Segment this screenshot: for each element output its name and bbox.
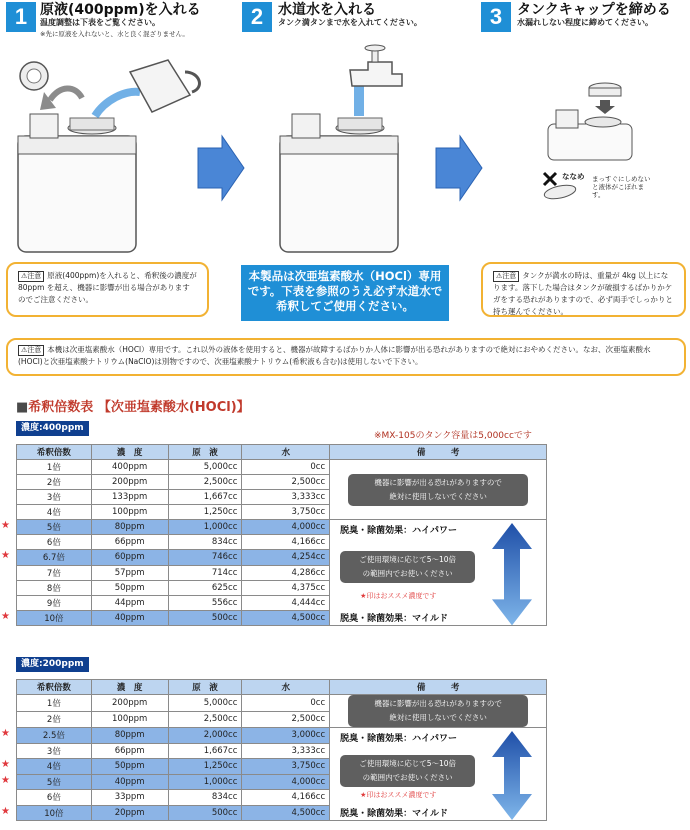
warning-tag: ⚠注意: [493, 271, 519, 282]
cell-multiplier: 2.5倍: [17, 728, 92, 744]
cell-multiplier: 4倍: [17, 759, 92, 775]
cell-stock-amount: 834cc: [168, 535, 242, 550]
cell-concentration: 200ppm: [91, 475, 168, 490]
section-title-bracket: 【次亜塩素酸水(HOCl)】: [97, 400, 250, 415]
effect-mild-label: 脱臭・除菌効果：マイルド: [340, 613, 448, 624]
cell-multiplier: 7倍: [17, 565, 92, 580]
table-row: [17, 460, 547, 475]
table-header-row: [17, 445, 547, 460]
table2-concentration-label: 濃度:200ppm: [16, 657, 89, 672]
section-square: ■: [16, 400, 29, 415]
cell-multiplier: 6.7倍: [17, 550, 92, 565]
warning-text-wide: 本機は次亜塩素酸水（HOCl）専用です。これ以外の液体を使用すると、機器が故障するばかりか人体に影響が出る恐れがありますので絶対におやめください。なお、次亜塩素酸水(HOCl)と次亜塩素酸ナトリウム(NaClO)は別物ですので、次亜塩素酸ナトリウム(希釈液も含む)は使用しないで下さい。: [18, 345, 651, 366]
col-header: 備 考: [330, 445, 547, 460]
step1-title: 原液(400ppm)を入れる: [40, 2, 201, 18]
dilution-table-200ppm: [16, 679, 547, 821]
warning-tag: ⚠注意: [18, 271, 44, 282]
cell-multiplier: 2倍: [17, 711, 92, 728]
table1-concentration-label: 濃度:400ppm: [16, 421, 89, 436]
cell-stock-amount: 1,667cc: [168, 743, 242, 759]
cell-multiplier: 2倍: [17, 475, 92, 490]
cell-water-amount: 4,000cc: [242, 520, 330, 535]
cell-stock-amount: 834cc: [168, 790, 242, 806]
warning-text-left: 原液(400ppm)を入れると、希釈後の濃度が 80ppm を超え、機器に影響が出る場合がありますのでご注意ください。: [18, 271, 197, 304]
step1-number: 1: [6, 2, 36, 32]
cell-water-amount: 4,375cc: [242, 580, 330, 595]
table-header-row: [17, 680, 547, 695]
cell-water-amount: 3,750cc: [242, 759, 330, 775]
col-header: 希釈倍数: [17, 445, 92, 460]
cell-stock-amount: 2,500cc: [168, 711, 242, 728]
cell-concentration: 20ppm: [91, 805, 168, 821]
cell-stock-amount: 5,000cc: [168, 460, 242, 475]
tank-with-container-icon: [18, 60, 199, 252]
recommended-star-icon: ★: [1, 550, 10, 562]
cell-stock-amount: 1,667cc: [168, 490, 242, 505]
recommended-star-icon: ★: [1, 611, 10, 623]
cell-water-amount: 0cc: [242, 695, 330, 712]
cell-stock-amount: 625cc: [168, 580, 242, 595]
cell-water-amount: 4,444cc: [242, 595, 330, 610]
col-header: 水: [242, 445, 330, 460]
cell-multiplier: 10倍: [17, 611, 92, 626]
remarks-warning-cell: [330, 695, 547, 728]
cell-water-amount: 4,286cc: [242, 565, 330, 580]
warning-box-right: [481, 262, 686, 317]
step3-number: 3: [481, 2, 511, 32]
tilted-cap-note: まっすぐにしめないと液体がこぼれます。: [592, 175, 651, 199]
cell-concentration: 40ppm: [91, 611, 168, 626]
cell-water-amount: 4,500cc: [242, 805, 330, 821]
hocl-only-notice: 本製品は次亜塩素酸水（HOCl）専用です。下表を参照のうえ必ず水道水で希釈してご使用ください。: [241, 265, 449, 321]
warning-box-wide: [6, 338, 686, 376]
section-title-main: 希釈倍数表: [28, 400, 94, 415]
cell-stock-amount: 1,000cc: [168, 774, 242, 790]
cell-stock-amount: 1,000cc: [168, 520, 242, 535]
cell-water-amount: 4,254cc: [242, 550, 330, 565]
cell-water-amount: 4,166cc: [242, 790, 330, 806]
do-not-use-warning: 機器に影響が出る恐れがありますので 絶対に使用しないでください: [348, 474, 528, 506]
effect-high-label: 脱臭・除菌効果：ハイパワー: [340, 525, 457, 536]
double-arrow-icon: [492, 523, 532, 625]
cell-multiplier: 5倍: [17, 774, 92, 790]
cell-multiplier: 5倍: [17, 520, 92, 535]
cell-multiplier: 1倍: [17, 695, 92, 712]
recommended-star-note: ★印はおススメ濃度です: [360, 790, 437, 799]
cell-multiplier: 6倍: [17, 535, 92, 550]
section-title: [16, 396, 250, 415]
recommended-star-icon: ★: [1, 520, 10, 532]
warning-tag: ⚠注意: [18, 345, 44, 356]
do-not-use-warning: 機器に影響が出る恐れがありますので 絶対に使用しないでください: [348, 695, 528, 727]
cell-water-amount: 3,333cc: [242, 743, 330, 759]
cell-concentration: 200ppm: [91, 695, 168, 712]
step1-note: ※先に原液を入れないと、水と良く混ざりません。: [40, 30, 189, 38]
cell-concentration: 40ppm: [91, 774, 168, 790]
table-row: [17, 728, 547, 744]
cell-stock-amount: 2,500cc: [168, 475, 242, 490]
cell-water-amount: 3,333cc: [242, 490, 330, 505]
cell-concentration: 100ppm: [91, 711, 168, 728]
arrow-right-icon: [436, 136, 482, 200]
cell-water-amount: 2,500cc: [242, 711, 330, 728]
cell-stock-amount: 556cc: [168, 595, 242, 610]
col-header: 水: [242, 680, 330, 695]
warning-text-right: タンクが満水の時は、重量が 4kg 以上になります。落下した場合はタンクが破損するばかりかケガをする恐れがありますので、必ず両手でしっかりと持ち運んでください。: [493, 271, 673, 316]
col-header: 希釈倍数: [17, 680, 92, 695]
cell-multiplier: 9倍: [17, 595, 92, 610]
cell-concentration: 60ppm: [91, 550, 168, 565]
cell-concentration: 133ppm: [91, 490, 168, 505]
cell-water-amount: 3,000cc: [242, 728, 330, 744]
step2-subtitle: タンク満タンまで水を入れてください。: [278, 18, 422, 27]
arrow-right-icon: [198, 136, 244, 200]
cell-multiplier: 6倍: [17, 790, 92, 806]
cell-concentration: 50ppm: [91, 759, 168, 775]
cell-multiplier: 10倍: [17, 805, 92, 821]
recommended-star-icon: ★: [1, 774, 10, 786]
cell-stock-amount: 746cc: [168, 550, 242, 565]
step1-subtitle: 温度調整は下表をご覧ください。: [40, 18, 160, 27]
cell-stock-amount: 714cc: [168, 565, 242, 580]
cell-stock-amount: 5,000cc: [168, 695, 242, 712]
cell-concentration: 44ppm: [91, 595, 168, 610]
cell-water-amount: 4,500cc: [242, 611, 330, 626]
cell-multiplier: 4倍: [17, 505, 92, 520]
warning-box-left: [6, 262, 209, 317]
cell-water-amount: 4,000cc: [242, 774, 330, 790]
tilted-cap-label: ななめ: [562, 172, 585, 181]
recommended-range-box: ご使用環境に応じて5～10倍 の範囲内でお使いください: [340, 551, 475, 583]
step2-title: 水道水を入れる: [278, 2, 376, 18]
remarks-effect-cell: [330, 520, 547, 626]
cell-stock-amount: 500cc: [168, 611, 242, 626]
tank-capacity-note: ※MX-105のタンク容量は5,000ccです: [374, 431, 532, 441]
cell-stock-amount: 500cc: [168, 805, 242, 821]
tank-with-faucet-icon: [280, 45, 402, 252]
cell-concentration: 50ppm: [91, 580, 168, 595]
step3-subtitle: 水漏れしない程度に締めてください。: [517, 18, 653, 27]
recommended-star-note: ★印はおススメ濃度です: [360, 591, 437, 600]
step-illustrations: [0, 40, 690, 255]
recommended-star-icon: ★: [1, 759, 10, 771]
recommended-star-icon: ★: [1, 728, 10, 740]
cell-water-amount: 0cc: [242, 460, 330, 475]
col-header: 濃 度: [91, 680, 168, 695]
col-header: 備 考: [330, 680, 547, 695]
step3-title: タンクキャップを締める: [517, 2, 671, 18]
cell-stock-amount: 1,250cc: [168, 759, 242, 775]
table-row: [17, 695, 547, 712]
cell-water-amount: 2,500cc: [242, 475, 330, 490]
cell-concentration: 57ppm: [91, 565, 168, 580]
cell-water-amount: 3,750cc: [242, 505, 330, 520]
cell-stock-amount: 2,000cc: [168, 728, 242, 744]
double-arrow-icon: [492, 731, 532, 820]
cell-concentration: 100ppm: [91, 505, 168, 520]
cell-stock-amount: 1,250cc: [168, 505, 242, 520]
col-header: 原 液: [168, 445, 242, 460]
col-header: 濃 度: [91, 445, 168, 460]
effect-mild-label: 脱臭・除菌効果：マイルド: [340, 808, 448, 819]
effect-high-label: 脱臭・除菌効果：ハイパワー: [340, 733, 457, 744]
cell-concentration: 33ppm: [91, 790, 168, 806]
remarks-effect-cell: [330, 728, 547, 821]
remarks-warning-cell: [330, 460, 547, 520]
col-header: 原 液: [168, 680, 242, 695]
cell-concentration: 66ppm: [91, 743, 168, 759]
cell-concentration: 80ppm: [91, 728, 168, 744]
dilution-table-400ppm: [16, 444, 547, 626]
cell-water-amount: 4,166cc: [242, 535, 330, 550]
table-row: [17, 520, 547, 535]
cell-concentration: 66ppm: [91, 535, 168, 550]
cell-multiplier: 1倍: [17, 460, 92, 475]
recommended-star-icon: ★: [1, 805, 10, 817]
cell-multiplier: 8倍: [17, 580, 92, 595]
cell-concentration: 80ppm: [91, 520, 168, 535]
cell-concentration: 400ppm: [91, 460, 168, 475]
cell-multiplier: 3倍: [17, 743, 92, 759]
step2-number: 2: [242, 2, 272, 32]
recommended-range-box: ご使用環境に応じて5～10倍 の範囲内でお使いください: [340, 755, 475, 787]
cell-multiplier: 3倍: [17, 490, 92, 505]
